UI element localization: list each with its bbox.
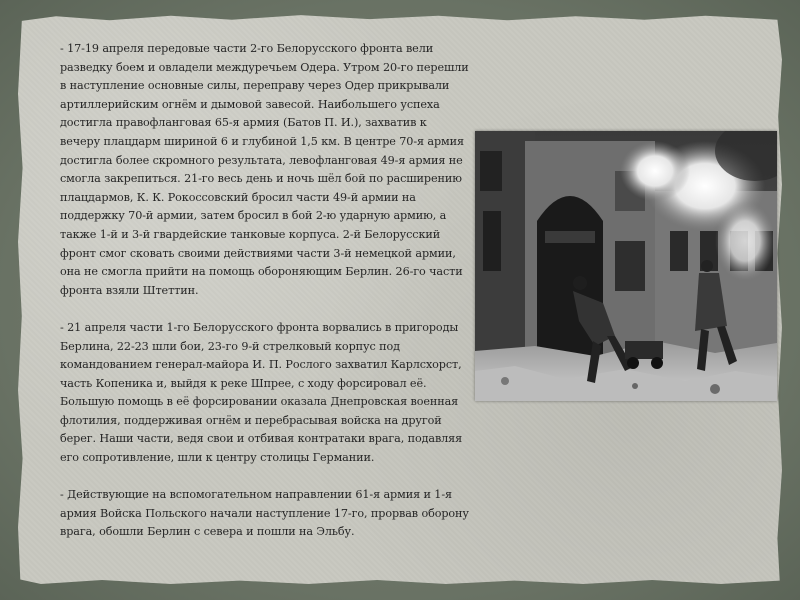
paragraph-2: - 21 апреля части 1-го Белорусского фронта ворвались в пригороды Берлина, 22-23 шли бои, 23-го 9-й стрелковый корпус под командованием генерал-майора И. П. Рослого захватил Карлсхорст, часть Копеника и, выйдя к реке Шпрее, с ходу форсировал её. Большую помощь в её форсировании оказала Днепровская военная флотилия, поддерживая огнём и перебрасывая войска на другой берег. Наши части, ведя свои и отбивая контратаки врага, подавляя его сопротивление, шли к центру столицы Германии.	[60, 320, 463, 465]
war-photo	[475, 131, 777, 401]
paragraph-3: - Действующие на вспомогательном направлении 61-я армия и 1-я армия Войска Польского начали наступление 17-го, прорвав оборону врага, обошли Берлин с севера и пошли на Эльбу.	[60, 488, 469, 539]
paragraph-1: - 17-19 апреля передовые части 2-го Белорусского фронта вели разведку боем и овладели междуречьем Одера. Утром 20-го перешли в наступление основные силы, переправу через Одер прикрывали артиллерийским огнём и дымовой завесой. Наибольшего успеха достигла правофланговая 65-я армия (Батов П. И.), захватив к вечеру плацдарм шириной 6 и глубиной 1,5 км. В центре 70-я армия достигла более скромного результата, левофланговая 49-я армия не смогла закрепиться. 21-го весь день и ночь шёл бой по расширению плацдармов, К. К. Рокоссовский бросил части 49-й армии на поддержку 70-й армии, затем бросил в бой 2-ю ударную армию, а также 1-й и 3-й гвардейские танковые корпуса. 2-й Белорусский фронт смог сковать своими действиями части 3-й немецкой армии, она не смогла прийти на помощь обороняющим Берлин. 26-го части фронта взяли Штеттин.	[60, 42, 469, 297]
text-block	[60, 40, 470, 561]
